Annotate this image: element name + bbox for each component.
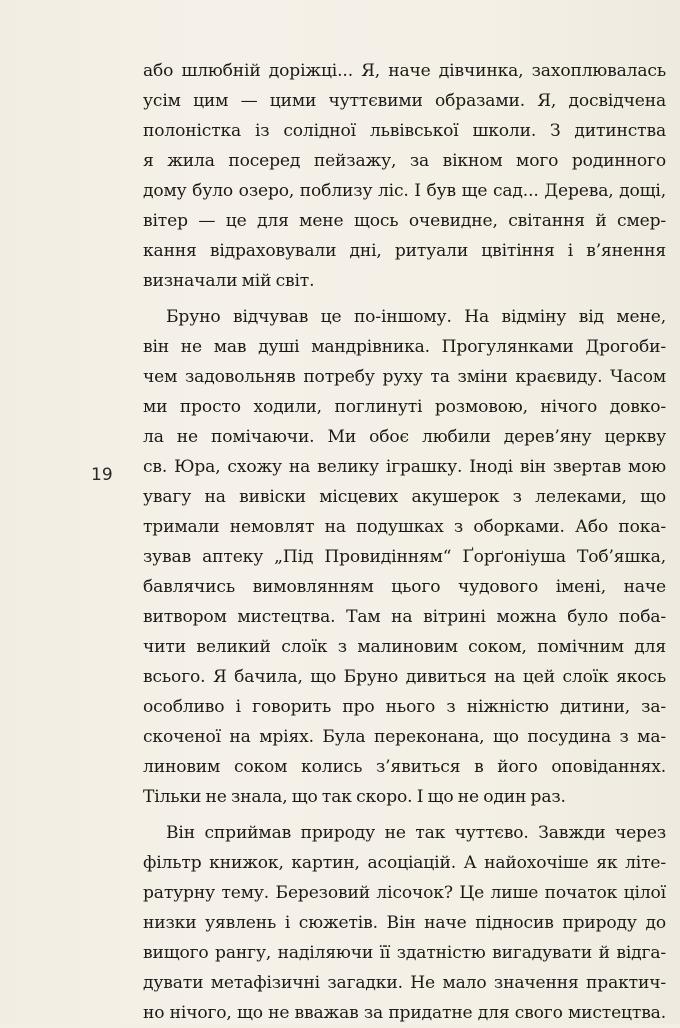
text-line: тримали немовлят на подушках з оборками. Або пока- (143, 517, 666, 537)
text-line: ратурну тему. Березовий лісочок? Це лише початок цілої (143, 883, 666, 903)
text-line: усім цим — цими чуттєвими образами. Я, досвідчена (143, 91, 666, 111)
text-line: всього. Я бачила, що Бруно дивиться на цей слоїк якось (143, 667, 666, 687)
paragraph-1 (143, 56, 666, 296)
text-line: або шлюбній доріжці... Я, наче дівчинка, захоплювалась (143, 61, 666, 81)
page-number: 19 (91, 465, 113, 485)
text-line: дому було озеро, поблизу ліс. І був ще сад... Дерева, дощі, (143, 181, 666, 201)
body-text (143, 56, 666, 1028)
text-line: вітер — це для мене щось очевидне, світання й смер- (143, 211, 666, 231)
text-line: визначали мій світ. (143, 271, 315, 291)
text-line: Бруно відчував це по-іншому. На відміну від мене, (166, 307, 666, 327)
text-line: дувати метафізичні загадки. Не мало значення практич- (143, 973, 666, 993)
text-line: низки уявлень і сюжетів. Він наче підносив природу до (143, 913, 666, 933)
text-line: витвором мистецтва. Там на вітрині можна було поба- (143, 607, 666, 627)
text-line: линовим соком колись з’явиться в його оповіданнях. (143, 757, 666, 777)
text-line: фільтр книжок, картин, асоціацій. А найохочіше як літе- (143, 853, 666, 873)
text-line: Тільки не знала, що так скоро. І що не один раз. (143, 787, 566, 807)
text-line: особливо і говорить про нього з ніжністю дитини, за- (143, 697, 666, 717)
paragraph-3 (143, 818, 666, 1028)
text-line: зував аптеку „Під Провидінням“ Ґорґоніуша Тоб’яшка, (143, 547, 666, 567)
text-line: кання відраховували дні, ритуали цвітіння і в’янення (143, 241, 666, 261)
text-line: но нічого, що не вважав за придатне для свого мистецтва. (143, 1003, 666, 1023)
text-line: я жила посеред пейзажу, за вікном мого родинного (143, 151, 666, 171)
text-line: бавлячись вимовлянням цього чудового імені, наче (143, 577, 666, 597)
text-line: полоністка із солідної львівської школи. З дитинства (143, 121, 666, 141)
text-line: чем задовольняв потребу руху та зміни краєвиду. Часом (143, 367, 666, 387)
text-line: св. Юра, схожу на велику іграшку. Іноді він звертав мою (143, 457, 666, 477)
text-line: скоченої на мріях. Була переконана, що посудина з ма- (143, 727, 666, 747)
text-line: чити великий слоїк з малиновим соком, помічним для (143, 637, 666, 657)
text-line: ми просто ходили, поглинуті розмовою, нічого довко- (143, 397, 666, 417)
text-line: Він сприймав природу не так чуттєво. Завжди через (166, 823, 666, 843)
paragraph-2 (143, 302, 666, 812)
text-line: ла не помічаючи. Ми обоє любили дерев’яну церкву (143, 427, 666, 447)
text-line: увагу на вивіски місцевих акушерок з лелеками, що (143, 487, 666, 507)
text-line: він не мав душі мандрівника. Прогулянками Дрогоби- (143, 337, 666, 357)
text-line: вищого рангу, наділяючи її здатністю вигадувати й відга- (143, 943, 666, 963)
